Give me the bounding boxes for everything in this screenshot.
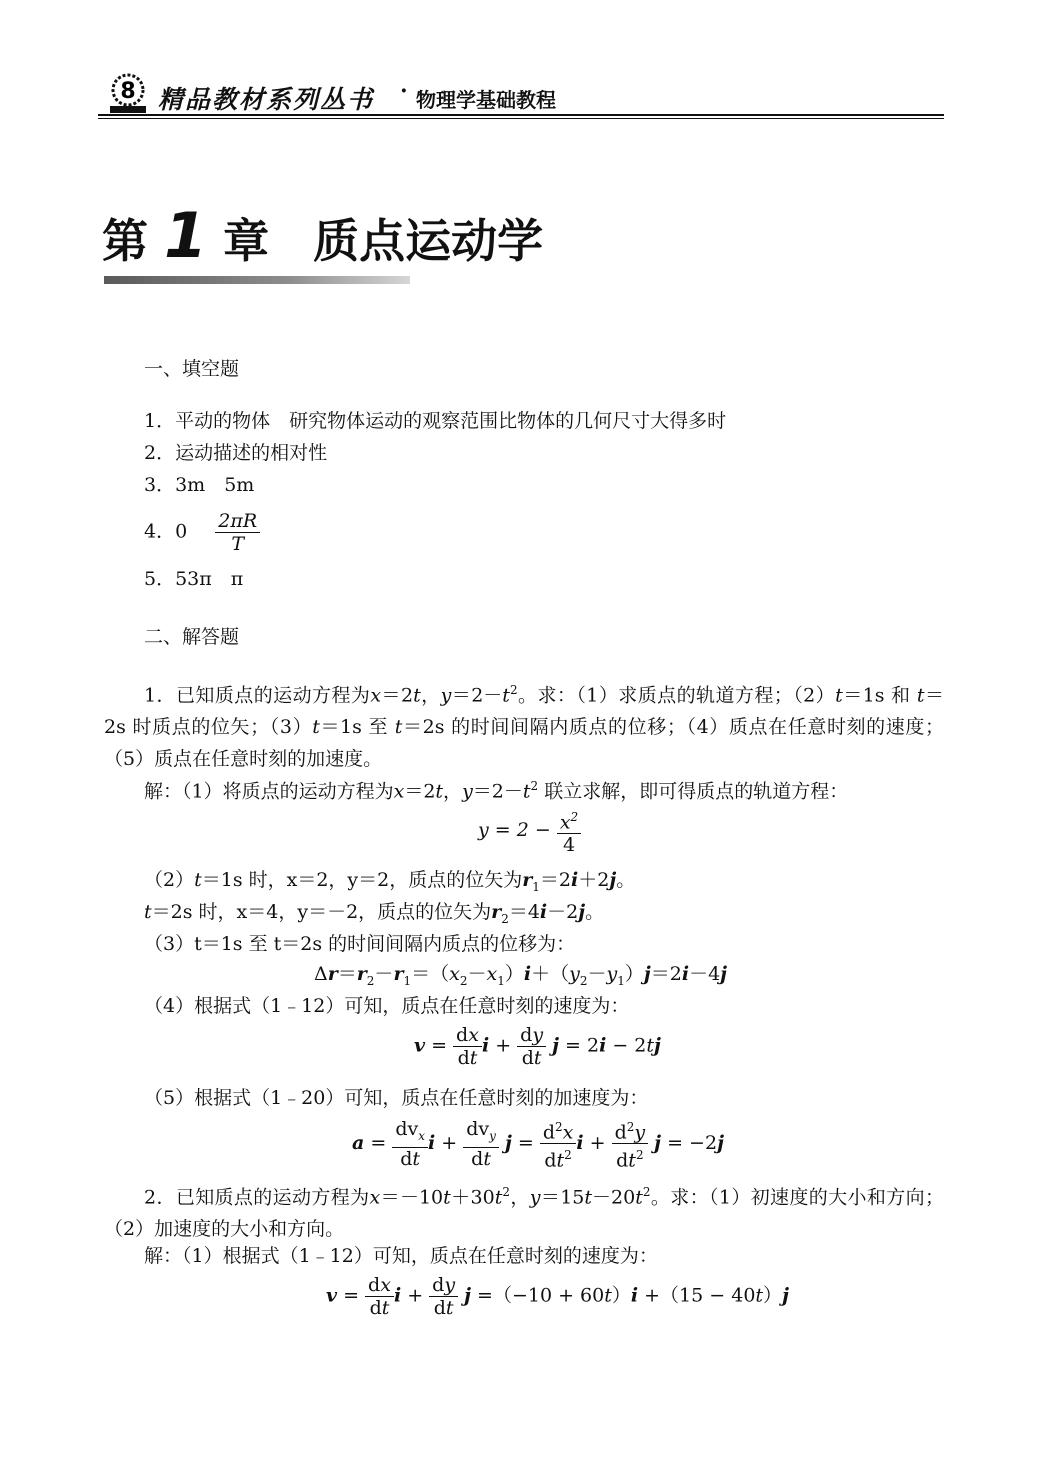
problem-1-solution-2a: （2）t＝1s 时，x＝2，y＝2，质点的位矢为$r_1=2i+2j$。 (144, 869, 636, 894)
header-rule-thick (98, 114, 944, 116)
chapter-suffix: 章 (223, 214, 270, 268)
answer-item-1: 1．平动的物体 研究物体运动的观察范围比物体的几何尺寸大得多时 (144, 410, 727, 432)
problem-2-solution-1: 解：（1）根据式（1﹣12）可知，质点在任意时刻的速度为： (144, 1245, 658, 1267)
answer-item-4: 4．0 $\frac{2\pi R}{T}$ (144, 510, 260, 555)
chapter-number: 1 (164, 199, 208, 272)
velocity-equation: v = $\frac{dx}{dt}$ i + $\frac{dy}{dt}$ j = 2i − 2tj (414, 1024, 661, 1069)
problem-1-solution-4: （4）根据式（1﹣12）可知，质点在任意时刻的速度为： (144, 995, 630, 1017)
header-dot: · (400, 78, 408, 104)
displacement-equation: $\Delta r=r_2-r_1=(x_2-x_1)i+(y_2-y_1)j=2i-4j$ (314, 963, 728, 988)
chapter-name: 质点运动学 (313, 214, 544, 268)
answer-4-fraction: $\frac{2\pi R}{T}$ (215, 510, 260, 555)
problem-1-solution-3: （3）t＝1s 至 t＝2s 的时间间隔内质点的位移为： (144, 933, 576, 955)
svg-text:8: 8 (120, 79, 136, 104)
answer-item-5: 5．53π π (144, 568, 244, 590)
problem-1-solution-2b: t＝2s 时，x＝4，y＝－2，质点的位矢为$r_2=4i-2j$。 (144, 901, 605, 926)
problem-1-statement: 1．已知质点的运动方程为x＝2t，$y=2-t^2$。求：（1）求质点的轨道方程；（2）t＝1s 和 t＝2s 时质点的位矢；（3）t＝1s 至 t＝2s 的时间间隔内质点的位移；（4）质点在任意时刻的速度；（5）质点在任意时刻的加速度。 (104, 683, 944, 771)
header-rule-thin (98, 118, 944, 119)
section-title-solve: 二、解答题 (144, 626, 240, 648)
problem-2-velocity-equation: v = $\frac{dx}{dt}$ i + $\frac{dy}{dt}$ j =（−10 + 60t）i +（15 − 40t）j (326, 1274, 789, 1319)
publisher-logo-icon (104, 70, 152, 114)
chapter-title (102, 199, 544, 272)
book-title: 物理学基础教程 (416, 88, 556, 112)
chapter-prefix: 第 (102, 214, 148, 268)
problem-2-statement: 2．已知质点的运动方程为$x=-10t+30t^2$，$y=15t-20t^2$。求：（1）初速度的大小和方向；（2）加速度的大小和方向。 (104, 1185, 945, 1241)
acceleration-equation: a = $\frac{dv_x}{dt}$ i + $\frac{dv_y}{dt}$ j = $\frac{d^2x}{dt^2}$ i + $\frac{d^2y}{dt^2}$ j = −2j (352, 1117, 724, 1172)
problem-1-solution-1: 解：（1）将质点的运动方程为x＝2t，$y=2-t^2$ 联立求解，即可得质点的轨道方程： (144, 779, 849, 803)
chapter-underline (104, 276, 410, 284)
answer-item-3: 3．3m 5m (144, 474, 255, 496)
section-title-fill-blank: 一、填空题 (144, 358, 240, 380)
answer-item-2: 2．运动描述的相对性 (144, 442, 328, 464)
series-name: 精品教材系列丛书 (158, 85, 375, 114)
trajectory-equation: y = 2 − $\frac{x^2}{4}$ (478, 806, 581, 856)
problem-1-solution-5: （5）根据式（1﹣20）可知，质点在任意时刻的加速度为： (144, 1087, 649, 1109)
